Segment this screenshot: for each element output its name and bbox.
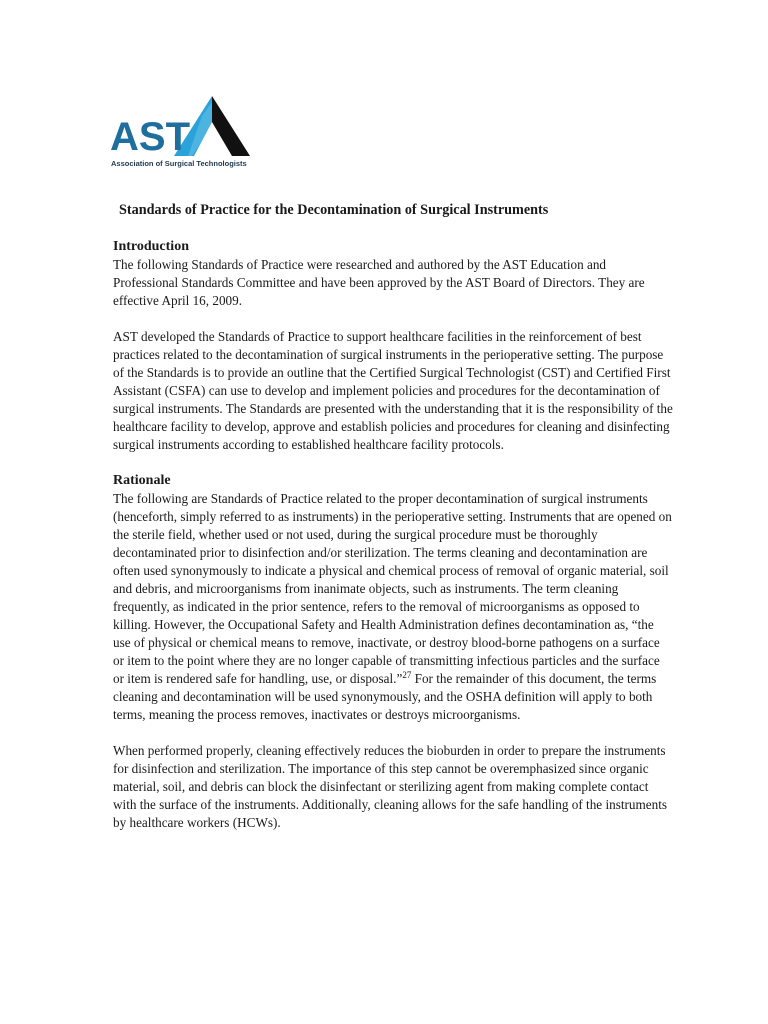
ast-wordmark: AST [110, 115, 190, 158]
rationale-heading: Rationale [113, 473, 171, 488]
rationale-paragraph-2: When performed properly, cleaning effectively reduces the bioburden in order to prepare the instruments for disinfection and sterilization. The importance of this step cannot be overemphasized since organic material, soil, and debris can block the disinfectant or sterilizing agent from making complete contact with the surface of the instruments. Additionally, cleaning allows for the safe handling of the instruments by healthcare workers (HCWs). [113, 743, 667, 830]
citation-superscript: 27 [402, 670, 412, 680]
rationale-paragraph-1-text: The following are Standards of Practice related to the proper decontamination of surgical instruments (henceforth, simply referred to as instruments) in the perioperative setting. Instruments that are opened on the sterile field, whether used or not used, during the surgical procedure must be thoroughly decontaminated prior to disinfection and/or sterilization. The terms cleaning and decontamination are often used synonymously to indicate a physical and chemical process of removal of organic material, soil and debris, and microorganisms from inanimate objects, such as instruments. The term cleaning frequently, as indicated in the prior sentence, refers to the removal of microorganisms as opposed to killing. However, the Occupational Safety and Health Administration defines decontamination as, “the use of physical or chemical means to remove, inactivate, or destroy blood-borne pathogens on a surface or item to the point where they are no longer capable of transmitting infectious particles and the surface or item is rendered safe for handling, use, or disposal.” [113, 491, 672, 686]
rationale-paragraph-1 [113, 490, 673, 724]
document-body [113, 200, 673, 832]
logo-tagline: Association of Surgical Technologists [111, 159, 247, 168]
ast-logo-mark [108, 94, 258, 158]
introduction-heading: Introduction [113, 239, 189, 254]
rationale-paragraph-1-continued: For the remainder of this document, the terms cleaning and decontamination will be used synonymously, and the OSHA definition will apply to both terms, meaning the process removes, inactivates or destroys microorganisms. [113, 671, 657, 722]
ast-logo [108, 94, 258, 174]
introduction-paragraph-1: The following Standards of Practice were researched and authored by the AST Education and Professional Standards Committee and have been approved by the AST Board of Directors. They are effective April 16, 2009. [113, 257, 645, 308]
introduction-paragraph-2: AST developed the Standards of Practice to support healthcare facilities in the reinforcement of best practices related to the decontamination of surgical instruments in the perioperative setting. The purpose of the Standards is to provide an outline that the Certified Surgical Technologist (CST) and Certified First Assistant (CSFA) can use to develop and implement policies and procedures for the decontamination of surgical instruments. The Standards are presented with the understanding that it is the responsibility of the healthcare facility to develop, approve and establish policies and procedures for cleaning and disinfecting surgical instruments according to established healthcare facility protocols. [113, 329, 673, 452]
document-title: Standards of Practice for the Decontamination of Surgical Instruments [119, 202, 549, 218]
